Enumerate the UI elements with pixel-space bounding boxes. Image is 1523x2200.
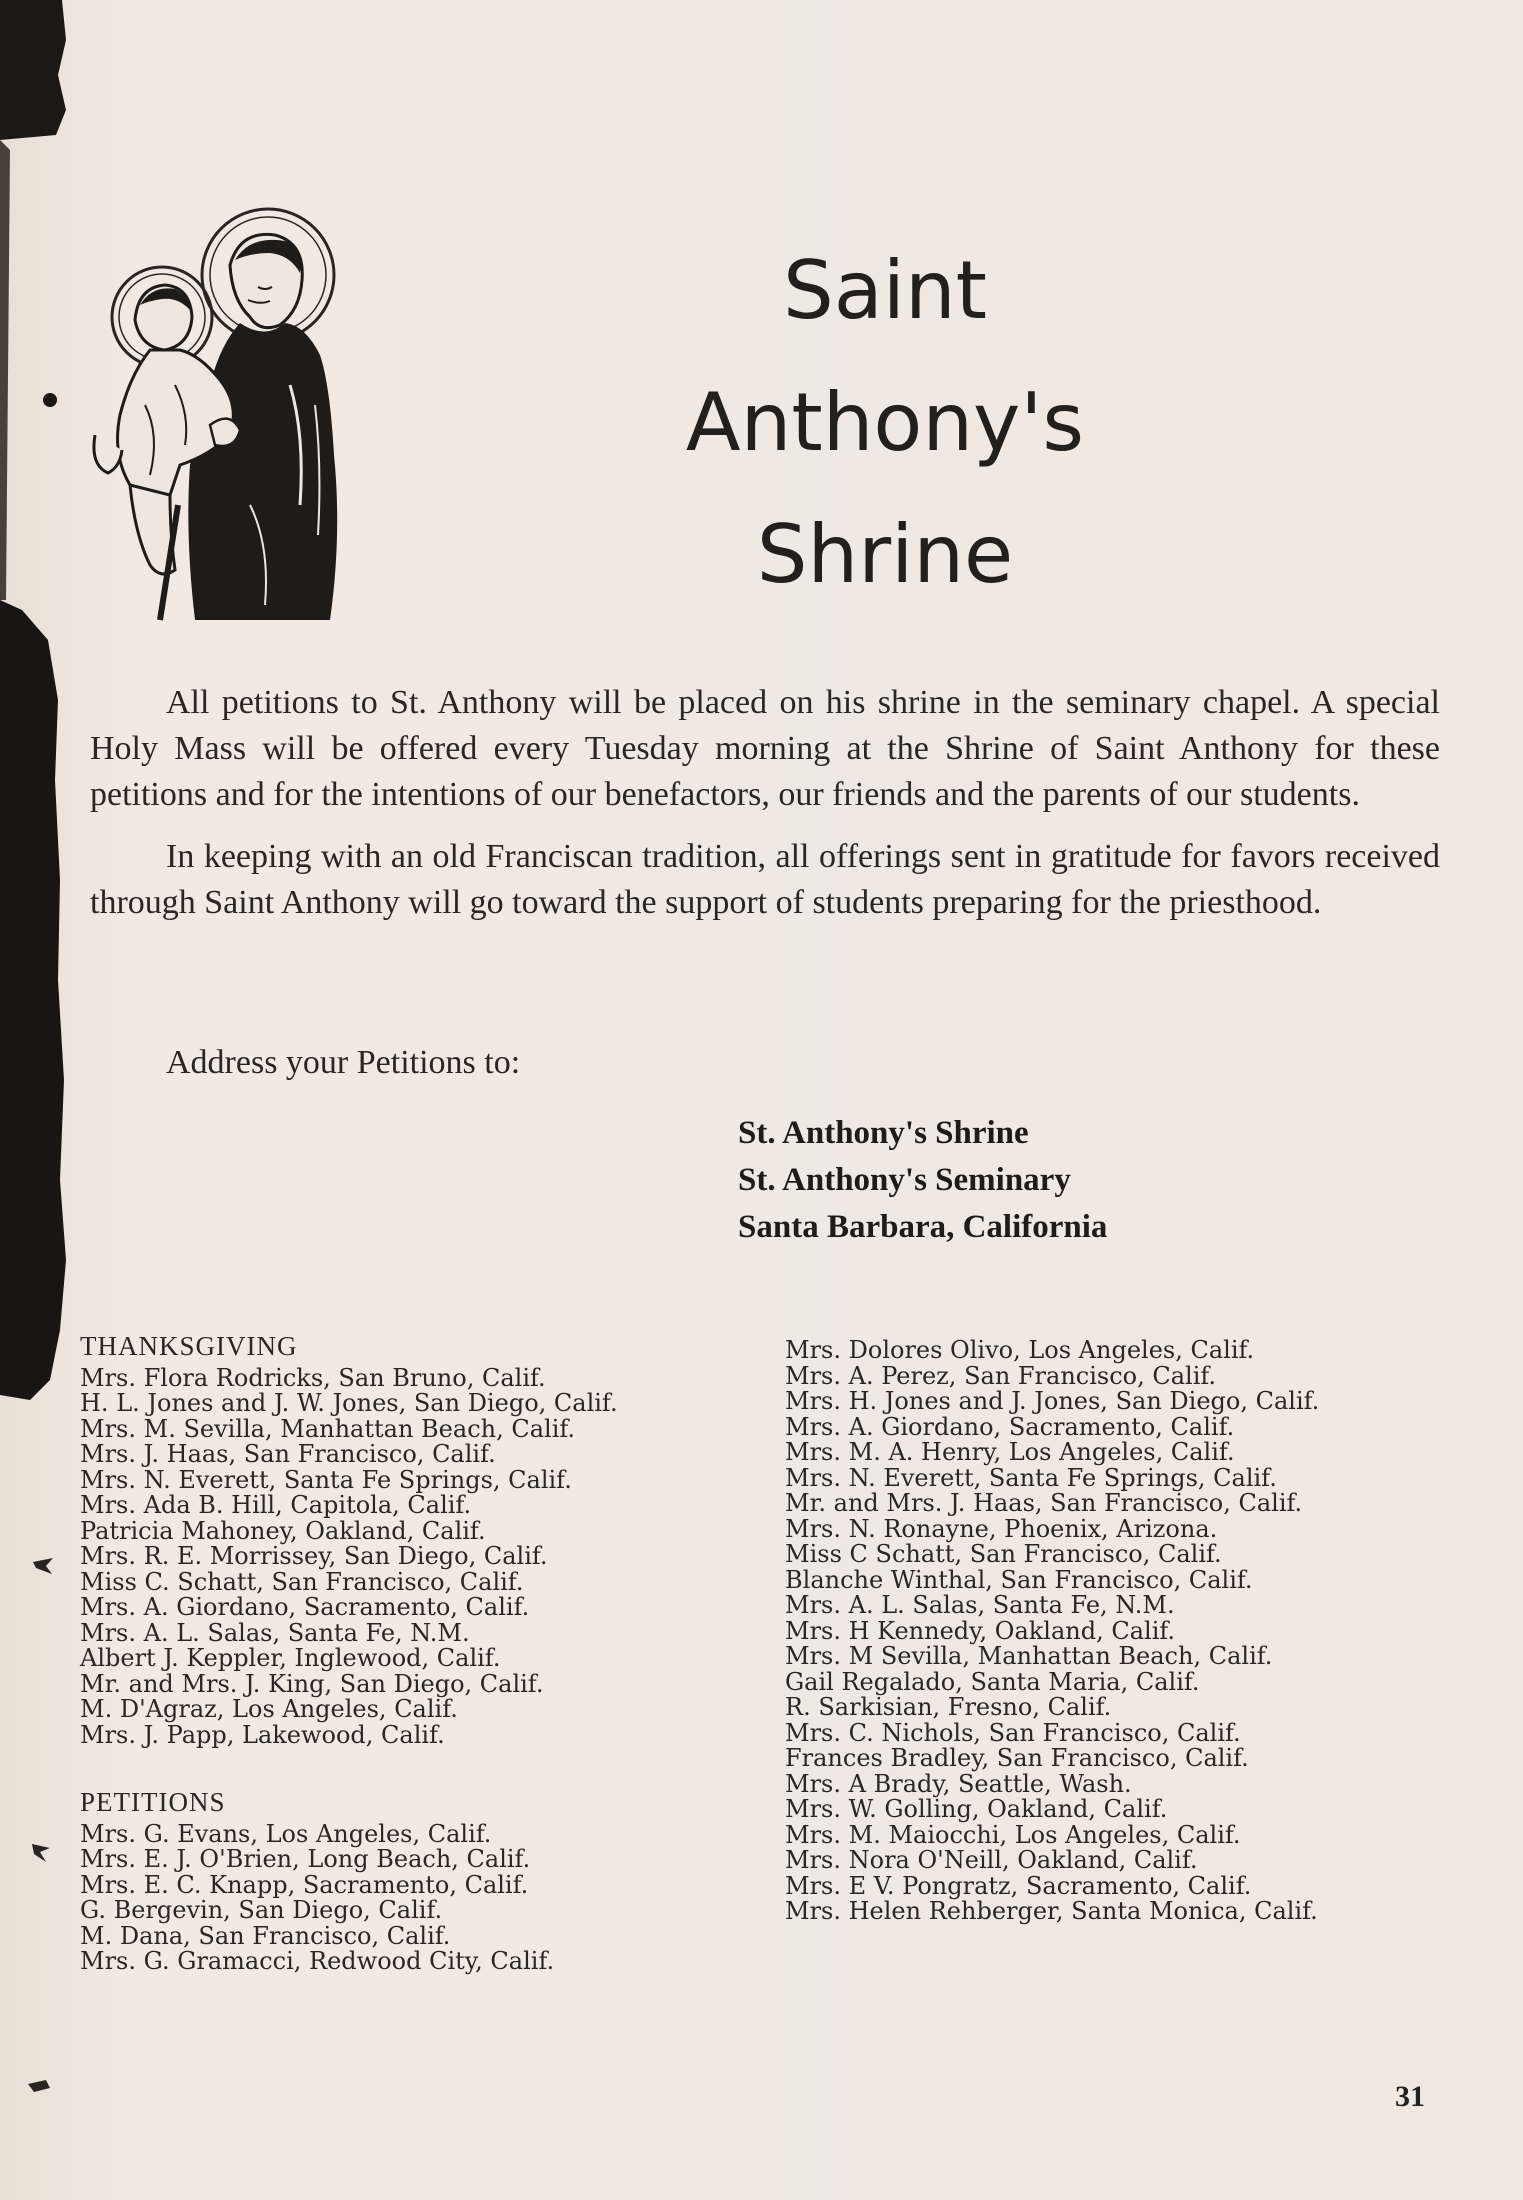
list-item: Mrs. W. Golling, Oakland, Calif. [785, 1795, 1168, 1823]
edge-mark [26, 1836, 56, 1866]
thanksgiving-heading: THANKSGIVING [80, 1331, 298, 1361]
list-item: Mrs. J. Papp, Lakewood, Calif. [80, 1720, 445, 1749]
list-item: Mrs. Flora Rodricks, San Bruno, Calif. [80, 1363, 546, 1392]
left-column [80, 1331, 730, 1975]
list-item: Frances Bradley, San Francisco, Calif. [785, 1744, 1249, 1772]
list-item: Mrs. N. Everett, Santa Fe Springs, Calif. [785, 1463, 1277, 1492]
right-column [785, 1338, 1435, 1925]
torn-binding-edge [0, 0, 80, 2200]
list-item: Mrs. A. L. Salas, Santa Fe, N.M. [785, 1591, 1175, 1619]
intro-text [90, 680, 1440, 942]
list-item: Mrs. G. Evans, Los Angeles, Calif. [80, 1819, 492, 1848]
list-item: Miss C. Schatt, San Francisco, Calif. [80, 1567, 524, 1596]
page-title [640, 225, 1130, 621]
address-line: St. Anthony's Seminary [738, 1162, 1071, 1198]
list-item: H. L. Jones and J. W. Jones, San Diego, Calif. [80, 1389, 618, 1417]
right-list [785, 1338, 1435, 1925]
list-item: Mrs. A. Giordano, Sacramento, Calif. [80, 1593, 530, 1621]
list-item: Mrs. R. E. Morrissey, San Diego, Calif. [80, 1542, 548, 1570]
list-item: Mrs. A. Perez, San Francisco, Calif. [785, 1361, 1217, 1390]
saint-anthony-illustration [90, 205, 350, 625]
mailing-address [738, 1110, 1107, 1251]
list-item: Mrs. Dolores Olivo, Los Angeles, Calif. [785, 1336, 1255, 1364]
page-number: 31 [1395, 2080, 1425, 2113]
edge-mark [24, 2070, 54, 2100]
list-item: Gail Regalado, Santa Maria, Calif. [785, 1667, 1200, 1696]
petitions-heading: PETITIONS [80, 1787, 226, 1817]
petitions-list [80, 1819, 730, 1975]
intro-paragraph: In keeping with an old Franciscan tradition, all offerings sent in gratitude for favors received through Saint Anthony will go toward the support of students preparing for the priesthood. [90, 838, 1440, 921]
list-item: Mrs. M. Sevilla, Manhattan Beach, Calif. [80, 1414, 576, 1443]
list-item: Mrs. Ada B. Hill, Capitola, Calif. [80, 1491, 472, 1519]
list-item: Patricia Mahoney, Oakland, Calif. [80, 1516, 486, 1545]
thanksgiving-list [80, 1363, 730, 1749]
list-item: Mrs. N. Everett, Santa Fe Springs, Calif. [80, 1465, 572, 1494]
list-item: Mrs. J. Haas, San Francisco, Calif. [80, 1440, 496, 1468]
list-item: Mrs. G. Gramacci, Redwood City, Calif. [80, 1947, 555, 1975]
list-item: Blanche Winthal, San Francisco, Calif. [785, 1565, 1253, 1594]
edge-mark [28, 1550, 58, 1580]
list-item: Mrs. M. A. Henry, Los Angeles, Calif. [785, 1438, 1235, 1466]
list-item: Mrs. N. Ronayne, Phoenix, Arizona. [785, 1514, 1218, 1543]
list-item: M. D'Agraz, Los Angeles, Calif. [80, 1695, 458, 1723]
address-line: Santa Barbara, California [738, 1209, 1108, 1245]
address-intro: Address your Petitions to: [166, 1044, 521, 1081]
list-item: Mr. and Mrs. J. King, San Diego, Calif. [80, 1669, 544, 1698]
list-item: Mrs. M. Maiocchi, Los Angeles, Calif. [785, 1820, 1241, 1849]
list-item: Mrs. H. Jones and J. Jones, San Diego, Calif. [785, 1387, 1320, 1415]
list-item: Mrs. A Brady, Seattle, Wash. [785, 1769, 1132, 1798]
list-item: Miss C Schatt, San Francisco, Calif. [785, 1540, 1222, 1568]
address-line: St. Anthony's Shrine [738, 1115, 1029, 1151]
list-item: Albert J. Keppler, Inglewood, Calif. [80, 1644, 501, 1672]
list-item: Mrs. A. L. Salas, Santa Fe, N.M. [80, 1618, 470, 1647]
list-item: Mrs. C. Nichols, San Francisco, Calif. [785, 1718, 1241, 1747]
title-line: Shrine [756, 508, 1014, 601]
title-line: Saint [782, 244, 988, 337]
list-item: Mrs. A. Giordano, Sacramento, Calif. [785, 1412, 1235, 1441]
list-item: Mrs. Helen Rehberger, Santa Monica, Calif. [785, 1897, 1318, 1925]
list-item: G. Bergevin, San Diego, Calif. [80, 1896, 443, 1924]
intro-paragraph: All petitions to St. Anthony will be placed on his shrine in the seminary chapel. A special Holy Mass will be offered every Tuesday morning at the Shrine of Saint Anthony for these petitions and for the intentions of our benefactors, our friends and the parents of our students. [90, 684, 1440, 813]
list-item: Mrs. E. C. Knapp, Sacramento, Calif. [80, 1870, 529, 1899]
list-item: Mrs. M Sevilla, Manhattan Beach, Calif. [785, 1642, 1273, 1670]
list-item: Mrs. E V. Pongratz, Sacramento, Calif. [785, 1871, 1252, 1900]
list-item: Mrs. E. J. O'Brien, Long Beach, Calif. [80, 1845, 531, 1873]
list-item: Mrs. H Kennedy, Oakland, Calif. [785, 1616, 1176, 1645]
list-item: M. Dana, San Francisco, Calif. [80, 1921, 451, 1950]
list-item: R. Sarkisian, Fresno, Calif. [785, 1693, 1112, 1721]
title-line: Anthony's [685, 376, 1085, 469]
list-item: Mr. and Mrs. J. Haas, San Francisco, Calif. [785, 1489, 1303, 1517]
list-item: Mrs. Nora O'Neill, Oakland, Calif. [785, 1846, 1198, 1874]
